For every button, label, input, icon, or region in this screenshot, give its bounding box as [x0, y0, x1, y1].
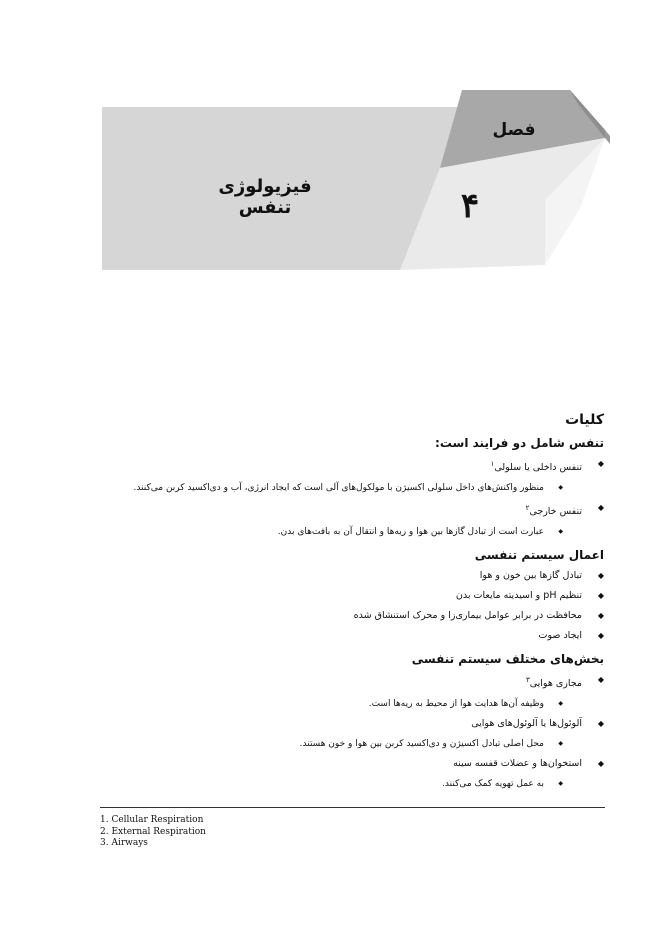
sub-list-item: ◆ وظیفه آن‌ها هدایت هوا از محیط به ریه‌ها است.: [104, 694, 582, 714]
list-item: ◆ محافظت در برابر عوامل بیماری‌زا و محرک استنشاق شده: [104, 606, 604, 626]
footnote: 3. Airways: [100, 838, 148, 848]
footnote-divider: [100, 807, 605, 808]
sub-list-item: ◆ عبارت است از تبادل گازها بین هوا و ریه‌ها و انتقال آن به بافت‌های بدن.: [104, 522, 582, 542]
section-heading: کلیات: [565, 412, 604, 428]
chapter-banner: [100, 90, 610, 275]
chapter-body: [104, 412, 604, 794]
list-item: ◆ آلوئول‌ها یا آلوئول‌های هوایی ◆ محل اصلی تبادل اکسیژن و دی‌اکسید کربن بین هوا و خون هستند.: [104, 714, 604, 754]
subsection-title: بخش‌های مختلف سیستم تنفسی: [411, 652, 604, 667]
list-item: ◆ تنظیم pH و اسیدیته مایعات بدن: [104, 586, 604, 606]
list-item: ◆ تنفس خارجی$^۲$ ◆ عبارت است از تبادل گازها بین هوا و ریه‌ها و انتقال آن به بافت‌های بدن.: [104, 498, 604, 542]
subsection-title: اعمال سیستم تنفسی: [474, 548, 604, 563]
bullet-list: [104, 454, 604, 542]
sub-list-item: ◆ محل اصلی تبادل اکسیژن و دی‌اکسید کربن بین هوا و خون هستند.: [104, 734, 582, 754]
footnote: 2. External Respiration: [100, 826, 206, 837]
chapter-title: فیزیولوژی تنفس: [218, 176, 312, 218]
chapter-number: ۴: [460, 186, 480, 226]
list-item: ◆ استخوان‌ها و عضلات قفسه سینه ◆ به عمل تهویه کمک می‌کنند.: [104, 754, 604, 794]
list-item: ◆ مجاری هوایی$^۳$ ◆ وظیفه آن‌ها هدایت هوا از محیط به ریه‌ها است.: [104, 670, 604, 714]
chapter-label: فصل: [492, 120, 536, 140]
list-item: ◆ تبادل گازها بین خون و هوا: [104, 566, 604, 586]
footnotes: [100, 815, 400, 850]
list-item: ◆ ایجاد صوت: [104, 626, 604, 646]
sub-list-item: ◆ به عمل تهویه کمک می‌کنند.: [104, 774, 582, 794]
bullet-list: [104, 670, 604, 794]
list-item: ◆ تنفس داخلی یا سلولی$^۱$ ◆ منظور واکنش‌های داخل سلولی اکسیژن با مولکول‌های آلی است که ایجاد انرژی، آب و دی‌اکسید کربن می‌کنند.: [104, 454, 604, 498]
bullet-list: [104, 566, 604, 646]
banner-graphic: [100, 90, 610, 275]
sub-list-item: ◆ منظور واکنش‌های داخل سلولی اکسیژن با مولکول‌های آلی است که ایجاد انرژی، آب و دی‌اکسید کربن می‌کنند.: [104, 478, 582, 498]
subsection-title: تنفس شامل دو فرایند است:: [435, 436, 604, 450]
footnote: 1. Cellular Respiration: [100, 815, 204, 825]
